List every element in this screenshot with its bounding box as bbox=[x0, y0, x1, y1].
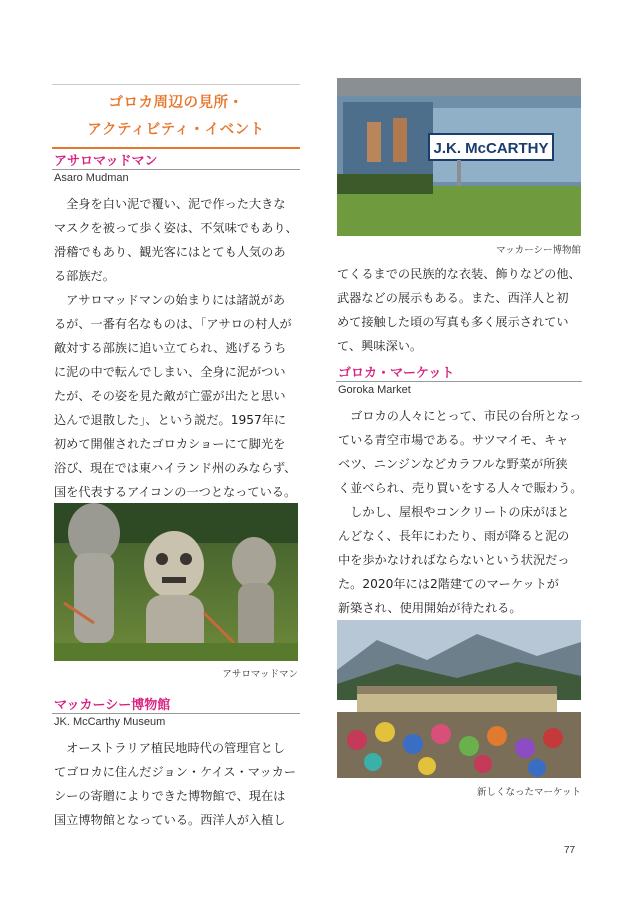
text-line: シーの寄贈によりできた博物館で、現在は bbox=[54, 789, 286, 803]
text-line: ベツ、ニンジンなどカラフルな野菜が所狭 bbox=[338, 457, 568, 471]
market-photo bbox=[337, 620, 581, 778]
text-line: た。2020年には2階建てのマーケットが bbox=[338, 577, 559, 591]
header-top-rule bbox=[52, 84, 300, 85]
page-number: 77 bbox=[564, 845, 576, 856]
text-line: アサロマッドマンの始まりには諸説があ bbox=[54, 293, 286, 307]
asaro-heading-rule bbox=[52, 169, 300, 170]
asaro-heading-en: Asaro Mudman bbox=[54, 172, 129, 184]
section-header bbox=[52, 84, 300, 149]
museum-body bbox=[54, 736, 296, 832]
text-line: 武器などの展示もある。また、西洋人と初 bbox=[337, 291, 569, 305]
market-body bbox=[338, 404, 582, 620]
text-line: たが、その姿を見た敵が亡霊が出たと思い bbox=[54, 389, 286, 403]
asaro-mudman-photo bbox=[54, 503, 298, 661]
asaro-body bbox=[54, 192, 298, 504]
text-line: ている青空市場である。サツマイモ、キャ bbox=[338, 433, 569, 447]
museum-heading-rule bbox=[52, 713, 300, 714]
section-title-line2: アクティビティ・イベント bbox=[87, 122, 265, 138]
market-caption: 新しくなったマーケット bbox=[476, 787, 581, 798]
asaro-caption: アサロマッドマン bbox=[222, 669, 298, 680]
text-line: てゴロカに住んだジョン・ケイス・マッカー bbox=[54, 765, 297, 779]
section-title-line1: ゴロカ周辺の見所・ bbox=[108, 95, 244, 111]
text-line: 敵対する部族に追い立てられ、逃げるうち bbox=[54, 341, 287, 355]
text-line: 中を歩かなければならないという状況だっ bbox=[338, 553, 570, 567]
text-line: るが、一番有名なものは、「アサロの村人が bbox=[54, 317, 292, 331]
text-line: る部族だ。 bbox=[54, 269, 115, 283]
market-heading-en: Goroka Market bbox=[338, 384, 411, 396]
museum-photo bbox=[337, 78, 581, 236]
text-line: ゴロカの人々にとって、市民の台所となっ bbox=[338, 409, 582, 423]
text-line: 全身を白い泥で覆い、泥で作った大きな bbox=[54, 197, 286, 211]
text-line: 込んで退散した」、という説だ。1957年に bbox=[54, 413, 287, 427]
text-line: て、興味深い。 bbox=[337, 339, 423, 353]
museum-heading: マッカーシー博物館 bbox=[54, 698, 171, 713]
text-line: 新築され、使用開始が待たれる。 bbox=[338, 601, 522, 615]
museum-body-cont bbox=[337, 262, 581, 358]
market-heading-rule bbox=[336, 381, 582, 382]
museum-caption: マッカーシー博物館 bbox=[496, 245, 581, 256]
museum-heading-en: JK. McCarthy Museum bbox=[54, 716, 166, 728]
market-heading: ゴロカ・マーケット bbox=[338, 366, 455, 381]
text-line: 国立博物館となっている。西洋人が入植し bbox=[54, 813, 286, 827]
text-line: てくるまでの民族的な衣装、飾りなどの他、 bbox=[337, 267, 581, 281]
text-line: 浴び、現在では東ハイランド州のみならず、 bbox=[54, 461, 297, 475]
text-line: しかし、屋根やコンクリートの床がほと bbox=[338, 505, 570, 519]
text-line: 滑稽でもあり、観光客にはとても人気のあ bbox=[54, 245, 286, 259]
asaro-heading: アサロマッドマン bbox=[54, 154, 158, 169]
text-line: 初めて開催されたゴロカショーにて脚光を bbox=[54, 437, 286, 451]
header-bottom-rule bbox=[52, 147, 300, 149]
text-line: めて接触した頃の写真も多く展示されてい bbox=[337, 315, 569, 329]
text-line: マスクを被って歩く姿は、不気味でもあり、 bbox=[54, 221, 298, 235]
text-line: に泥の中で転んでしまい、全身に泥がつい bbox=[54, 365, 286, 379]
text-line: オーストラリア植民地時代の管理官とし bbox=[54, 741, 285, 755]
text-line: く並べられ、売り買いをする人々で賑わう。 bbox=[338, 481, 583, 495]
museum-sign-text: J.K. McCARTHY bbox=[433, 140, 549, 157]
text-line: 国を代表するアイコンの一つとなっている。 bbox=[54, 485, 297, 499]
text-line: んどなく、長年にわたり、雨が降ると泥の bbox=[338, 529, 570, 543]
